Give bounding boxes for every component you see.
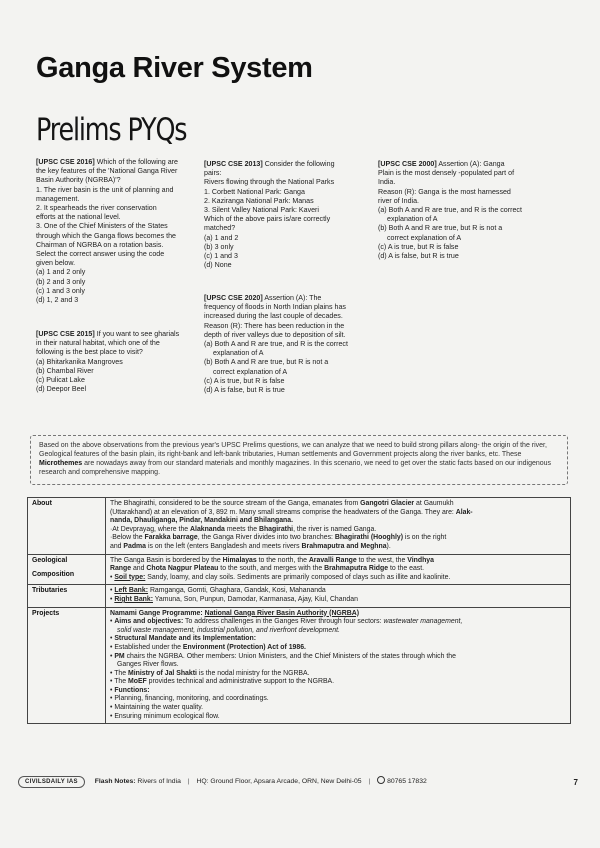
question-line: given below.: [36, 259, 76, 268]
question-line: Plain is the most densely -populated part of: [378, 169, 515, 178]
question-upsc-2020: [204, 294, 348, 395]
answer-option: (c) A is true, but R is false: [204, 376, 285, 385]
answer-option: (c) Pulicat Lake: [36, 376, 85, 385]
analysis-text: are nowadays away from our standard materials and monthly magazines. In this scenario, we need to get over the static facts based on our indigenous research and comprehensive mapping.: [39, 460, 552, 477]
question-line: efforts at the national level.: [36, 213, 121, 222]
answer-option: (a) 1 and 2: [204, 233, 239, 242]
footer-separator: |: [187, 778, 190, 785]
answer-option: (c) A is true, but R is false: [378, 242, 459, 251]
question-line: following is the best place to visit?: [36, 348, 143, 357]
row-content: The Bhagirathi, considered to be the source stream of the Ganga, emanates from Gangotri Glacier at Gaumukh (Uttarakhand) at an elevation of 3, 892 m. Many small streams comprise the headwaters of the Ganga. They are: Alak- nanda, Dhauliganga, Pindar, Mandakini and Bhilangana. ·At Devprayag, where the Alaknanda meets the Bhagirathi, the river is named Ganga. ·Below the Farakka barrage, the Ganga River divides into two branches: Bhagirathi (Hooghly) is on the right and Padma is on the left (enters Bangladesh and meets rivers Brahmaputra and Meghna).: [106, 498, 571, 555]
answer-option: explanation of A: [213, 349, 264, 358]
question-line: 1. Corbett National Park: Ganga: [204, 187, 305, 196]
question-line: Basin Authority (NGRBA)'?: [36, 176, 121, 185]
question-line: matched?: [204, 224, 236, 233]
answer-option: (c) 1 and 3: [204, 252, 238, 261]
question-line: 2. It spearheads the river conservation: [36, 204, 157, 213]
analysis-highlight: Microthemes: [39, 460, 83, 468]
answer-option: (a) Both A and R are true, and R is the correct: [378, 206, 522, 215]
question-line: 1. The river basin is the unit of planning and: [36, 185, 174, 194]
table-row-geology: [28, 554, 571, 585]
row-content: Namami Gange Programme: National Ganga River Basin Authority (NGRBA) • Aims and objectives: To address challenges in the Ganges River through four sectors: wastewater management, solid waste management, industrial pollution, and riverfront development. • Structural Mandate and its Implementation: • Established under the Environment (Protection) Act of 1986. • PM chairs the NGRBA. Other members: Union Ministers, and the Chief Ministers of the states through which the Ganges River flows. • The Ministry of Jal Shakti is the nodal ministry for the NGRBA. • The MoEF provides technical and administrative support to the NGRBA. • Functions: • Planning, financing, monitoring, and coordinatings. • Maintaining the water quality. • Ensuring minimum ecological flow.: [106, 607, 571, 724]
brand-logo: CIVILSDAILY IAS: [18, 776, 85, 788]
answer-option: (a) Both A and R are true, and R is the correct: [204, 340, 348, 349]
question-line: Which of the above pairs is/are correctly: [204, 215, 331, 224]
row-label: Tributaries: [28, 585, 106, 607]
answer-option: (b) Both A and R are true, but R is not a: [204, 358, 329, 367]
question-upsc-2016: [36, 158, 178, 305]
info-table: [27, 497, 571, 724]
question-line: Reason (R): Ganga is the most harnessed: [378, 187, 511, 196]
answer-option: (b) 3 only: [204, 242, 234, 251]
question-line: the key features of the 'National Ganga River: [36, 167, 178, 176]
row-label: Geological Composition: [28, 554, 106, 585]
question-line: Which of the following are: [94, 158, 178, 166]
question-line: Rivers flowing through the National Parks: [204, 178, 335, 187]
answer-option: (d) A is false, but R is true: [204, 386, 285, 395]
question-line: 2. Kaziranga National Park: Manas: [204, 196, 314, 205]
answer-option: (d) Deepor Beel: [36, 385, 87, 394]
answer-option: (a) Bhitarkanika Mangroves: [36, 357, 123, 366]
answer-option: (c) 1 and 3 only: [36, 286, 85, 295]
table-row-about: [28, 498, 571, 555]
question-line: in their natural habitat, which one of the: [36, 339, 160, 348]
question-line: If you want to see gharials: [94, 330, 180, 338]
answer-option: correct explanation of A: [387, 233, 462, 242]
question-line: Reason (R): There has been reduction in the: [204, 321, 345, 330]
question-line: pairs:: [204, 169, 222, 178]
question-line: Assertion (A): Ganga: [436, 160, 505, 168]
answer-option: (b) Chambal River: [36, 366, 94, 375]
question-line: Consider the following: [262, 160, 335, 168]
question-upsc-2013: [204, 160, 335, 270]
question-line: river of India.: [378, 196, 420, 205]
question-head: [UPSC CSE 2013]: [204, 160, 263, 168]
page-footer: [18, 776, 578, 792]
analysis-text: Based on the above observations from the previous year's UPSC Prelims questions, we can analyze that we need to build strong pillars along- the origin of the river, Geological features of the basin plain, its right-bank and left-bank tributaries, Human settlements and Government projects along the river banks, etc. These: [39, 442, 547, 459]
row-label: About: [28, 498, 106, 555]
row-content: The Ganga Basin is bordered by the Himalayas to the north, the Aravalli Range to the west, the Vindhya Range and Chota Nagpur Plateau to the south, and merges with the Brahmaputra Ridge to the east. • Soil type: Sandy, loamy, and clay soils. Sediments are primarily composed of clays such as illite and kaolinite.: [106, 554, 571, 585]
page-subtitle: Prelims PYQs: [36, 112, 187, 148]
row-label: Projects: [28, 607, 106, 724]
answer-option: (d) None: [204, 261, 232, 270]
answer-option: (b) 2 and 3 only: [36, 277, 86, 286]
answer-option: (d) A is false, but R is true: [378, 252, 459, 261]
footer-notes: Rivers of India: [135, 778, 181, 785]
question-line: 3. One of the Chief Ministers of the States: [36, 222, 168, 231]
question-head: [UPSC CSE 2000]: [378, 160, 437, 168]
answer-option: explanation of A: [387, 215, 438, 224]
question-line: Chairman of NGRBA on a rotation basis.: [36, 240, 164, 249]
question-line: management.: [36, 194, 80, 203]
row-content: • Left Bank: Ramganga, Gomti, Ghaghara, Gandak, Kosi, Mahananda • Right Bank: Yamuna, Son, Punpun, Damodar, Karmanasa, Ajay, Kiul, Chandan: [106, 585, 571, 607]
footer-separator: |: [368, 778, 371, 785]
question-upsc-2000: [378, 160, 522, 261]
footer-notes-label: Flash Notes:: [94, 778, 136, 785]
question-line: 3. Silent Valley National Park: Kaveri: [204, 206, 319, 215]
question-line: frequency of floods in North Indian plains has: [204, 303, 346, 312]
answer-option: correct explanation of A: [213, 367, 288, 376]
question-head: [UPSC CSE 2015]: [36, 330, 95, 338]
question-line: increased during the last couple of decades.: [204, 312, 343, 321]
question-head: [UPSC CSE 2016]: [36, 158, 95, 166]
page-number: 7: [573, 778, 578, 787]
table-row-tributaries: [28, 585, 571, 607]
question-line: Select the correct answer using the code: [36, 250, 165, 259]
question-head: [UPSC CSE 2020]: [204, 294, 263, 302]
question-line: Assertion (A): The: [262, 294, 322, 302]
footer-address: HQ: Ground Floor, Apsara Arcade, ORN, New Delhi-05: [196, 778, 362, 785]
question-line: through which the Ganga flows becomes the: [36, 231, 176, 240]
question-upsc-2015: [36, 330, 179, 394]
answer-option: (a) 1 and 2 only: [36, 268, 86, 277]
answer-option: (b) Both A and R are true, but R is not a: [378, 224, 503, 233]
footer-phone: 80765 17832: [387, 778, 427, 785]
table-row-projects: [28, 607, 571, 724]
whatsapp-icon: [377, 776, 385, 784]
analysis-box: [30, 435, 568, 485]
question-line: India.: [378, 178, 396, 187]
page-title: Ganga River System: [36, 52, 313, 84]
question-line: depth of river valleys due to deposition of silt.: [204, 330, 346, 339]
answer-option: (d) 1, 2 and 3: [36, 296, 79, 305]
